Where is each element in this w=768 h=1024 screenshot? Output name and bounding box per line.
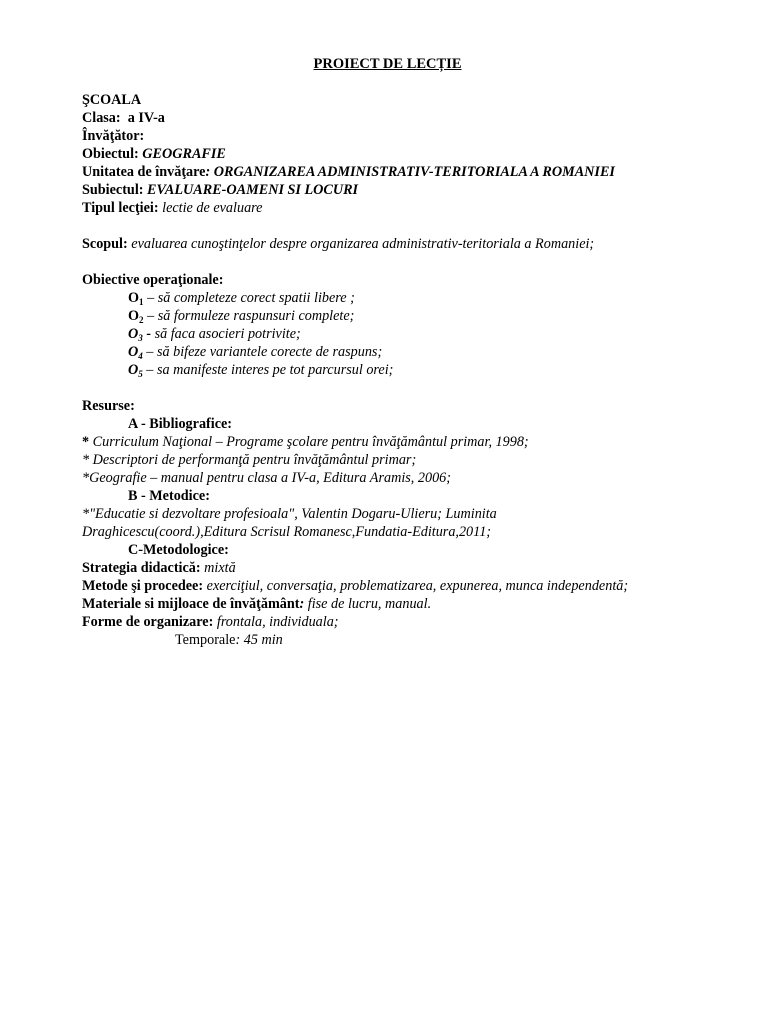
metodice-label: B - Metodice:: [128, 488, 210, 504]
document-body: [82, 91, 762, 649]
clasa-line: [82, 109, 762, 127]
bibliografice-label: A - Bibliografice:: [128, 416, 233, 432]
scopul-label: Scopul:: [82, 236, 128, 252]
tipul-line: [82, 199, 762, 217]
forme-line: [82, 613, 762, 631]
obiectiv-code: $O_4$: [128, 344, 143, 361]
forme-value: frontala, individuala;: [216, 614, 339, 630]
bibliografie-item: *Geografie – manual pentru clasa a IV-a, Editura Aramis, 2006;: [82, 470, 451, 486]
unitatea-line: [82, 163, 762, 181]
bibliografie-item: * Descriptori de performanţă pentru învăţământul primar;: [82, 452, 417, 468]
unitatea-value: : ORGANIZAREA ADMINISTRATIV-TERITORIALA A ROMANIEI: [205, 164, 615, 180]
obiectiv-text: să bifeze variantele corecte de raspuns;: [156, 344, 383, 360]
page-title: PROIECT DE LECȚIE: [313, 56, 462, 72]
obiectiv-sep: –: [143, 308, 158, 324]
obiectul-value: GEOGRAFIE: [142, 146, 226, 162]
obiectiv-sep: –: [142, 344, 157, 360]
materiale-colon: :: [299, 596, 305, 612]
temporale-value: 45 min: [243, 632, 283, 648]
bibliografie-text: Curriculum Naţional – Programe şcolare pentru învăţământul primar, 1998;: [92, 434, 529, 450]
spacer: [82, 379, 762, 397]
scopul-value: evaluarea cunoştinţelor despre organizarea administrativ-teritoriala a Romaniei;: [131, 236, 595, 252]
materiale-line: [82, 595, 762, 613]
obiectiv-item: [82, 325, 762, 343]
spacer: [82, 253, 762, 271]
unitatea-label: Unitatea de învăţare: [82, 164, 206, 180]
obiectiv-sep: –: [143, 290, 158, 306]
strategia-line: [82, 559, 762, 577]
clasa-label: Clasa:: [82, 110, 121, 126]
tipul-value: lectie de evaluare: [162, 200, 263, 216]
obiectiv-code: $O_1$: [128, 290, 144, 307]
temporale-line: [82, 631, 762, 649]
temporale-label: Temporale: [175, 632, 236, 648]
bibliografie-marker: *: [82, 434, 93, 450]
subiectul-label: Subiectul:: [82, 182, 144, 198]
metode-label: Metode şi procedee:: [82, 578, 204, 594]
obiectiv-code: $O_3$: [128, 326, 143, 343]
metode-value: exerciţiul, conversaţia, problematizarea, expunerea, munca independentă;: [206, 578, 629, 594]
scopul-line: [82, 235, 762, 253]
obiectiv-text: sa manifeste interes pe tot parcursul orei;: [156, 362, 394, 378]
metodologice-label: C-Metodologice:: [128, 542, 229, 558]
obiectiv-item: [82, 289, 762, 307]
obiectiv-sep: -: [142, 326, 155, 342]
obiectiv-code: $O_5$: [128, 362, 143, 379]
obiectiv-item: [82, 307, 762, 325]
spacer: [82, 217, 762, 235]
clasa-value: a IV-a: [127, 110, 165, 126]
materiale-value: fise de lucru, manual.: [307, 596, 432, 612]
obiectiv-code: $O_2$: [128, 308, 144, 325]
metode-line: [82, 577, 762, 595]
obiectiv-sep: –: [142, 362, 157, 378]
obiectiv-text: să completeze corect spatii libere ;: [157, 290, 355, 306]
strategia-value: mixtă: [204, 560, 236, 576]
bibliografie-item: [82, 433, 762, 451]
obiectiv-text: să formuleze raspunsuri complete;: [157, 308, 355, 324]
temporale-colon: :: [235, 632, 241, 648]
forme-label: Forme de organizare:: [82, 614, 214, 630]
subiectul-value: EVALUARE-OAMENI SI LOCURI: [147, 182, 359, 198]
metodice-item-line: Draghicescu(coord.),Editura Scrisul Romanesc,Fundatia-Editura,2011;: [82, 524, 492, 540]
resurse-label: Resurse:: [82, 398, 135, 414]
obiectiv-text: să faca asocieri potrivite;: [154, 326, 301, 342]
strategia-label: Strategia didactică:: [82, 560, 201, 576]
obiectul-line: [82, 145, 762, 163]
subiectul-line: [82, 181, 762, 199]
obiectul-label: Obiectul:: [82, 146, 139, 162]
invatator-line: Învăţător:: [82, 128, 145, 144]
obiective-label: Obiective operaţionale:: [82, 272, 224, 288]
materiale-label: Materiale si mijloace de învăţământ: [82, 596, 300, 612]
tipul-label: Tipul lecţiei:: [82, 200, 159, 216]
scoala-line: ŞCOALA: [82, 92, 142, 108]
obiectiv-item: [82, 361, 762, 379]
obiectiv-item: [82, 343, 762, 361]
metodice-item-line: *"Educatie si dezvoltare profesioala", Valentin Dogaru-Ulieru; Luminita: [82, 506, 497, 522]
